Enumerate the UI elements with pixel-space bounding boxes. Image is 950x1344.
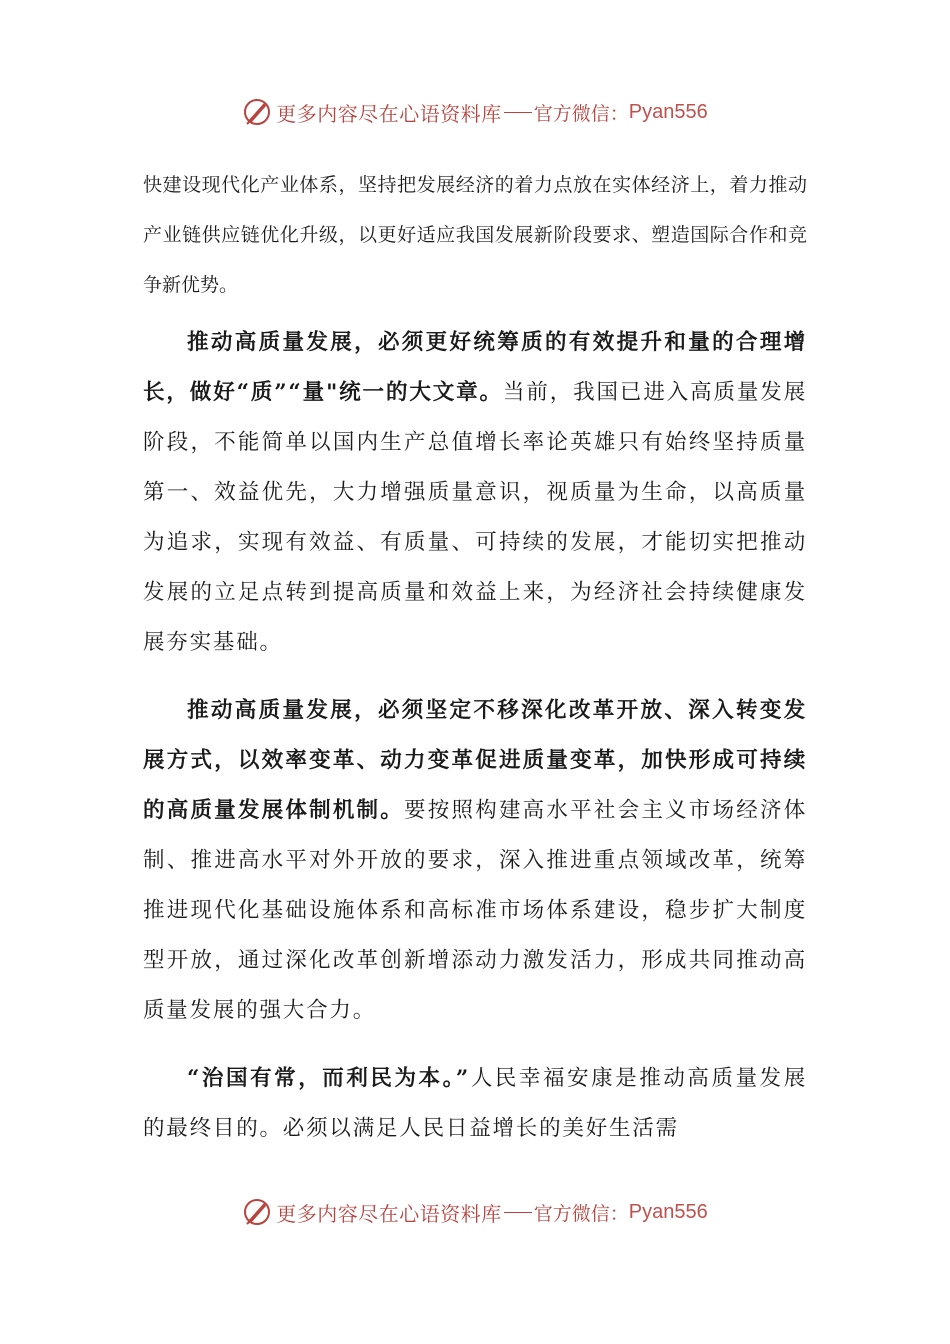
- quill-logo-icon: [242, 1197, 272, 1227]
- paragraph-lead: 推动高质量发展，必须更好统筹质的有效提升和量的合理增长，做好“质”“量"统一的大文章。: [143, 330, 807, 405]
- banner-divider: [504, 1212, 532, 1213]
- paragraph-quality-growth: [143, 318, 807, 668]
- footer-banner: [0, 1192, 950, 1232]
- paragraph-text: 人民幸福安康是推动高质量发展的最终目的。必须以满足人民日益增长的美好生活需: [143, 1066, 807, 1141]
- quill-logo-icon: [242, 97, 272, 127]
- paragraph-text: 要按照构建高水平社会主义市场经济体制、推进高水平对外开放的要求，深入推进重点领域改革，统筹推进现代化基础设施体系和高标准市场体系建设，稳步扩大制度型开放，通过深化改革创新增添动力激发活力，形成共同推动高质量发展的强大合力。: [143, 798, 807, 1023]
- paragraph-lead: 推动高质量发展，必须坚定不移深化改革开放、深入转变发展方式，以效率变革、动力变革促进质量变革，加快形成可持续的高质量发展体制机制。: [143, 698, 807, 823]
- banner-divider: [504, 112, 532, 113]
- paragraph-text: 快建设现代化产业体系，坚持把发展经济的着力点放在实体经济上，着力推动产业链供应链优化升级，以更好适应我国发展新阶段要求、塑造国际合作和竞争新优势。: [143, 174, 807, 296]
- wechat-id: Pyan556: [628, 100, 708, 123]
- paragraph-reform-opening: [143, 686, 807, 1036]
- library-name: 更多内容尽在心语资料库: [276, 1201, 502, 1226]
- wechat-id: Pyan556: [628, 1200, 708, 1223]
- paragraph-text: 当前，我国已进入高质量发展阶段，不能简单以国内生产总值增长率论英雄只有始终坚持质量第一、效益优先，大力增强质量意识，视质量为生命，以高质量为追求，实现有效益、有质量、可持续的发展，才能切实把推动发展的立足点转到提高质量和效益上来，为经济社会持续健康发展夯实基础。: [143, 380, 808, 655]
- library-name: 更多内容尽在心语资料库: [276, 101, 502, 126]
- wechat-label: 官方微信：: [533, 102, 629, 125]
- header-banner: [0, 92, 950, 132]
- paragraph-people-wellbeing: [143, 1054, 807, 1154]
- paragraph-continuation: [143, 160, 807, 310]
- paragraph-lead: “治国有常，而利民为本。”: [187, 1066, 471, 1091]
- wechat-label: 官方微信：: [533, 1202, 629, 1225]
